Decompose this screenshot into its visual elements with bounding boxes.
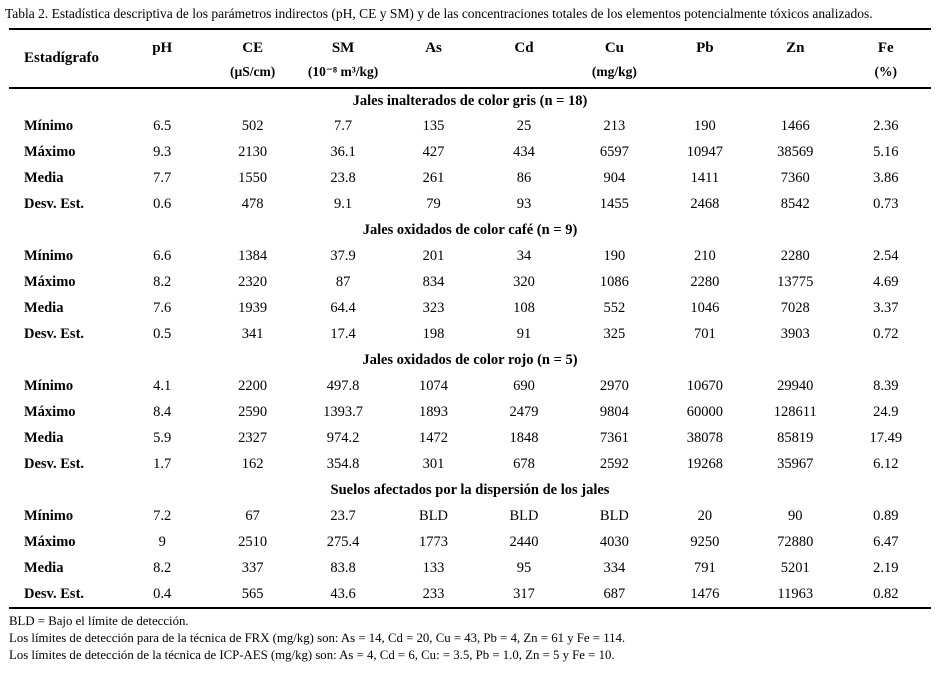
row-label: Máximo bbox=[24, 274, 76, 291]
value-cell: 6.12 bbox=[873, 456, 899, 473]
value-cell: 2510 bbox=[238, 534, 268, 551]
value-cell: 85819 bbox=[777, 430, 814, 447]
row-label: Mínimo bbox=[24, 118, 74, 135]
value-cell: 1476 bbox=[690, 585, 720, 602]
value-cell: 687 bbox=[603, 585, 626, 602]
unit-zn bbox=[750, 60, 840, 88]
column-header-sm: SM bbox=[331, 39, 355, 56]
unit-pb bbox=[660, 60, 750, 88]
value-cell: 1893 bbox=[419, 404, 449, 421]
value-cell: 190 bbox=[603, 248, 626, 265]
table-body bbox=[9, 88, 931, 608]
column-header-fe: Fe bbox=[877, 39, 894, 56]
footnote-bld: BLD = Bajo el límite de detección. bbox=[9, 613, 189, 628]
column-header-estadigrafo: Estadígrafo bbox=[24, 49, 99, 66]
value-cell: 3.37 bbox=[873, 300, 899, 317]
unit-cu: (mg/kg) bbox=[591, 63, 637, 79]
value-cell: 8542 bbox=[780, 196, 810, 213]
value-cell: 904 bbox=[603, 170, 626, 187]
value-cell: 9.1 bbox=[334, 196, 353, 213]
value-cell: 2280 bbox=[780, 248, 810, 265]
value-cell: 2590 bbox=[238, 404, 268, 421]
value-cell: 29940 bbox=[777, 378, 814, 395]
value-cell: BLD bbox=[419, 508, 449, 525]
value-cell: 497.8 bbox=[326, 378, 360, 395]
value-cell: 23.7 bbox=[330, 508, 356, 525]
value-cell: 0.89 bbox=[873, 508, 899, 525]
value-cell: 1074 bbox=[419, 378, 449, 395]
value-cell: 7.6 bbox=[153, 300, 172, 317]
value-cell: 213 bbox=[603, 118, 626, 135]
table-row bbox=[9, 530, 931, 556]
value-cell: 90 bbox=[788, 508, 803, 525]
value-cell: 9804 bbox=[599, 404, 629, 421]
value-cell: 2.54 bbox=[873, 248, 899, 265]
table-row bbox=[9, 114, 931, 140]
section-header-row bbox=[9, 218, 931, 244]
row-label: Media bbox=[24, 560, 64, 577]
footnote-frx-limits: Los límites de detección para de la técnica de FRX (mg/kg) son: As = 14, Cd = 20, Cu = 43, Pb = 4, Zn = 61 y Fe = 114. bbox=[9, 630, 626, 645]
value-cell: 91 bbox=[516, 326, 532, 343]
value-cell: 337 bbox=[241, 560, 264, 577]
value-cell: 4030 bbox=[599, 534, 629, 551]
value-cell: 434 bbox=[513, 144, 535, 161]
table-row bbox=[9, 556, 931, 582]
value-cell: 60000 bbox=[686, 404, 723, 421]
value-cell: 334 bbox=[603, 560, 626, 577]
value-cell: 7.2 bbox=[153, 508, 172, 525]
value-cell: 190 bbox=[693, 118, 716, 135]
value-cell: 478 bbox=[241, 196, 264, 213]
value-cell: 552 bbox=[603, 300, 626, 317]
value-cell: 201 bbox=[422, 248, 445, 265]
value-cell: 690 bbox=[513, 378, 535, 395]
value-cell: 834 bbox=[422, 274, 445, 291]
value-cell: 2970 bbox=[599, 378, 629, 395]
value-cell: 1466 bbox=[780, 118, 810, 135]
value-cell: 502 bbox=[241, 118, 264, 135]
value-cell: 791 bbox=[693, 560, 716, 577]
value-cell: 7.7 bbox=[334, 118, 353, 135]
value-cell: 0.82 bbox=[873, 585, 899, 602]
value-cell: 6597 bbox=[599, 144, 629, 161]
value-cell: 10947 bbox=[686, 144, 723, 161]
value-cell: 2280 bbox=[690, 274, 720, 291]
value-cell: 20 bbox=[697, 508, 713, 525]
value-cell: 3903 bbox=[780, 326, 810, 343]
value-cell: 8.39 bbox=[873, 378, 899, 395]
table-row bbox=[9, 504, 931, 530]
section-header: Jales inalterados de color gris (n = 18) bbox=[352, 92, 588, 109]
value-cell: 4.69 bbox=[873, 274, 899, 291]
table-row bbox=[9, 192, 931, 218]
value-cell: 6.5 bbox=[153, 118, 172, 135]
unit-ce: (µS/cm) bbox=[230, 63, 276, 79]
value-cell: 0.6 bbox=[153, 196, 172, 213]
section-header: Jales oxidados de color café (n = 9) bbox=[362, 222, 578, 239]
value-cell: 67 bbox=[245, 508, 260, 525]
value-cell: 701 bbox=[693, 326, 716, 343]
value-cell: 8.2 bbox=[153, 274, 172, 291]
value-cell: 135 bbox=[422, 118, 445, 135]
value-cell: 1939 bbox=[238, 300, 268, 317]
unit-sm: (10⁻⁸ m³/kg) bbox=[307, 63, 379, 79]
row-label: Media bbox=[24, 430, 64, 447]
value-cell: 320 bbox=[513, 274, 535, 291]
value-cell: 341 bbox=[241, 326, 264, 343]
value-cell: 5.9 bbox=[153, 430, 172, 447]
value-cell: 325 bbox=[603, 326, 626, 343]
value-cell: 35967 bbox=[777, 456, 814, 473]
row-label: Desv. Est. bbox=[24, 326, 85, 343]
value-cell: 10670 bbox=[686, 378, 723, 395]
value-cell: 427 bbox=[422, 144, 445, 161]
table-row bbox=[9, 244, 931, 270]
value-cell: 1.7 bbox=[153, 456, 172, 473]
value-cell: 43.6 bbox=[330, 585, 356, 602]
value-cell: 2320 bbox=[238, 274, 268, 291]
value-cell: 17.49 bbox=[869, 430, 903, 447]
row-label: Máximo bbox=[24, 404, 76, 421]
value-cell: 198 bbox=[422, 326, 445, 343]
value-cell: 6.47 bbox=[873, 534, 899, 551]
table-row bbox=[9, 400, 931, 426]
value-cell: 2327 bbox=[238, 430, 268, 447]
table-row bbox=[9, 452, 931, 478]
value-cell: 1393.7 bbox=[323, 404, 364, 421]
value-cell: 87 bbox=[335, 274, 351, 291]
value-cell: 2200 bbox=[238, 378, 268, 395]
value-cell: 2440 bbox=[509, 534, 539, 551]
value-cell: 1384 bbox=[238, 248, 268, 265]
statistics-table bbox=[9, 28, 931, 609]
value-cell: 7.7 bbox=[153, 170, 172, 187]
row-label: Media bbox=[24, 300, 64, 317]
value-cell: 13775 bbox=[777, 274, 814, 291]
table-row bbox=[9, 296, 931, 322]
value-cell: 38078 bbox=[686, 430, 723, 447]
value-cell: 6.6 bbox=[153, 248, 172, 265]
value-cell: 301 bbox=[422, 456, 445, 473]
value-cell: 7028 bbox=[780, 300, 810, 317]
section-header-row bbox=[9, 88, 931, 114]
value-cell: 8.2 bbox=[153, 560, 172, 577]
value-cell: 5201 bbox=[780, 560, 810, 577]
value-cell: 64.4 bbox=[330, 300, 356, 317]
unit-fe: (%) bbox=[874, 63, 897, 79]
column-header-ph: pH bbox=[152, 39, 173, 56]
value-cell: 275.4 bbox=[326, 534, 360, 551]
value-cell: BLD bbox=[599, 508, 629, 525]
row-label: Máximo bbox=[24, 534, 76, 551]
value-cell: 9250 bbox=[690, 534, 720, 551]
header-units-row bbox=[9, 60, 931, 88]
row-label: Mínimo bbox=[24, 508, 74, 525]
value-cell: 23.8 bbox=[330, 170, 356, 187]
value-cell: 2.36 bbox=[873, 118, 899, 135]
value-cell: 9.3 bbox=[153, 144, 172, 161]
value-cell: 8.4 bbox=[153, 404, 172, 421]
value-cell: 317 bbox=[513, 585, 535, 602]
section-header: Jales oxidados de color rojo (n = 5) bbox=[362, 352, 578, 369]
table-row bbox=[9, 140, 931, 166]
row-label: Desv. Est. bbox=[24, 456, 85, 473]
table-row bbox=[9, 374, 931, 400]
value-cell: 678 bbox=[513, 456, 535, 473]
footnote-icp-aes-limits: Los límites de detección de la técnica de ICP-AES (mg/kg) son: As = 4, Cd = 6, Cu: = 3.5, Pb = 1.0, Zn = 5 y Fe = 10. bbox=[9, 647, 615, 662]
value-cell: 79 bbox=[426, 196, 441, 213]
value-cell: 3.86 bbox=[873, 170, 899, 187]
table-row bbox=[9, 166, 931, 192]
value-cell: 2479 bbox=[509, 404, 539, 421]
row-label: Desv. Est. bbox=[24, 196, 85, 213]
table-row bbox=[9, 270, 931, 296]
value-cell: 83.8 bbox=[330, 560, 356, 577]
table-row bbox=[9, 322, 931, 348]
value-cell: 565 bbox=[241, 585, 264, 602]
value-cell: 1086 bbox=[599, 274, 629, 291]
footnotes bbox=[9, 609, 930, 664]
value-cell: 210 bbox=[693, 248, 716, 265]
value-cell: 354.8 bbox=[326, 456, 360, 473]
row-label: Media bbox=[24, 170, 64, 187]
value-cell: 133 bbox=[422, 560, 445, 577]
row-label: Desv. Est. bbox=[24, 585, 85, 602]
value-cell: 7360 bbox=[780, 170, 810, 187]
value-cell: 95 bbox=[516, 560, 532, 577]
value-cell: 0.4 bbox=[153, 585, 172, 602]
value-cell: 233 bbox=[422, 585, 445, 602]
value-cell: 9 bbox=[158, 534, 166, 551]
value-cell: 2592 bbox=[599, 456, 629, 473]
value-cell: 86 bbox=[516, 170, 532, 187]
value-cell: 261 bbox=[422, 170, 445, 187]
value-cell: 974.2 bbox=[326, 430, 360, 447]
value-cell: 37.9 bbox=[330, 248, 356, 265]
value-cell: 1550 bbox=[238, 170, 268, 187]
section-header: Suelos afectados por la dispersión de los jales bbox=[330, 482, 610, 499]
table-row bbox=[9, 426, 931, 452]
table-row bbox=[9, 582, 931, 608]
section-header-row bbox=[9, 478, 931, 504]
value-cell: 2130 bbox=[238, 144, 268, 161]
value-cell: 34 bbox=[516, 248, 532, 265]
column-header-cd: Cd bbox=[514, 39, 534, 56]
value-cell: 1773 bbox=[419, 534, 449, 551]
value-cell: 4.1 bbox=[153, 378, 172, 395]
unit-ph bbox=[117, 60, 207, 88]
value-cell: 0.73 bbox=[873, 196, 899, 213]
value-cell: BLD bbox=[509, 508, 539, 525]
value-cell: 1848 bbox=[509, 430, 539, 447]
value-cell: 93 bbox=[516, 196, 532, 213]
table-caption: Tabla 2. Estadística descriptiva de los parámetros indirectos (pH, CE y SM) y de las concentraciones totales de los elementos potencialmente tóxicos analizados. bbox=[5, 6, 873, 21]
row-label: Mínimo bbox=[24, 248, 74, 265]
section-header-row bbox=[9, 348, 931, 374]
value-cell: 1472 bbox=[419, 430, 449, 447]
value-cell: 2.19 bbox=[873, 560, 899, 577]
unit-as bbox=[388, 60, 478, 88]
column-header-pb: Pb bbox=[696, 39, 714, 56]
value-cell: 162 bbox=[241, 456, 264, 473]
column-header-as: As bbox=[425, 39, 442, 56]
column-header-zn: Zn bbox=[786, 39, 805, 56]
value-cell: 128611 bbox=[773, 404, 817, 421]
value-cell: 24.9 bbox=[873, 404, 899, 421]
value-cell: 25 bbox=[516, 118, 532, 135]
value-cell: 0.5 bbox=[153, 326, 172, 343]
value-cell: 323 bbox=[422, 300, 445, 317]
table-header bbox=[9, 29, 931, 88]
row-label: Mínimo bbox=[24, 378, 74, 395]
value-cell: 5.16 bbox=[873, 144, 899, 161]
value-cell: 0.72 bbox=[873, 326, 899, 343]
value-cell: 38569 bbox=[777, 144, 814, 161]
column-header-cu: Cu bbox=[604, 39, 624, 56]
value-cell: 1455 bbox=[599, 196, 629, 213]
column-header-ce: CE bbox=[242, 39, 264, 56]
value-cell: 108 bbox=[513, 300, 535, 317]
value-cell: 72880 bbox=[777, 534, 814, 551]
value-cell: 36.1 bbox=[330, 144, 356, 161]
row-label: Máximo bbox=[24, 144, 76, 161]
value-cell: 2468 bbox=[690, 196, 720, 213]
value-cell: 17.4 bbox=[330, 326, 356, 343]
unit-cd bbox=[479, 60, 569, 88]
value-cell: 11963 bbox=[777, 585, 814, 602]
value-cell: 19268 bbox=[686, 456, 723, 473]
header-symbol-row bbox=[9, 29, 931, 60]
value-cell: 7361 bbox=[599, 430, 629, 447]
value-cell: 1411 bbox=[690, 170, 720, 187]
value-cell: 1046 bbox=[690, 300, 720, 317]
